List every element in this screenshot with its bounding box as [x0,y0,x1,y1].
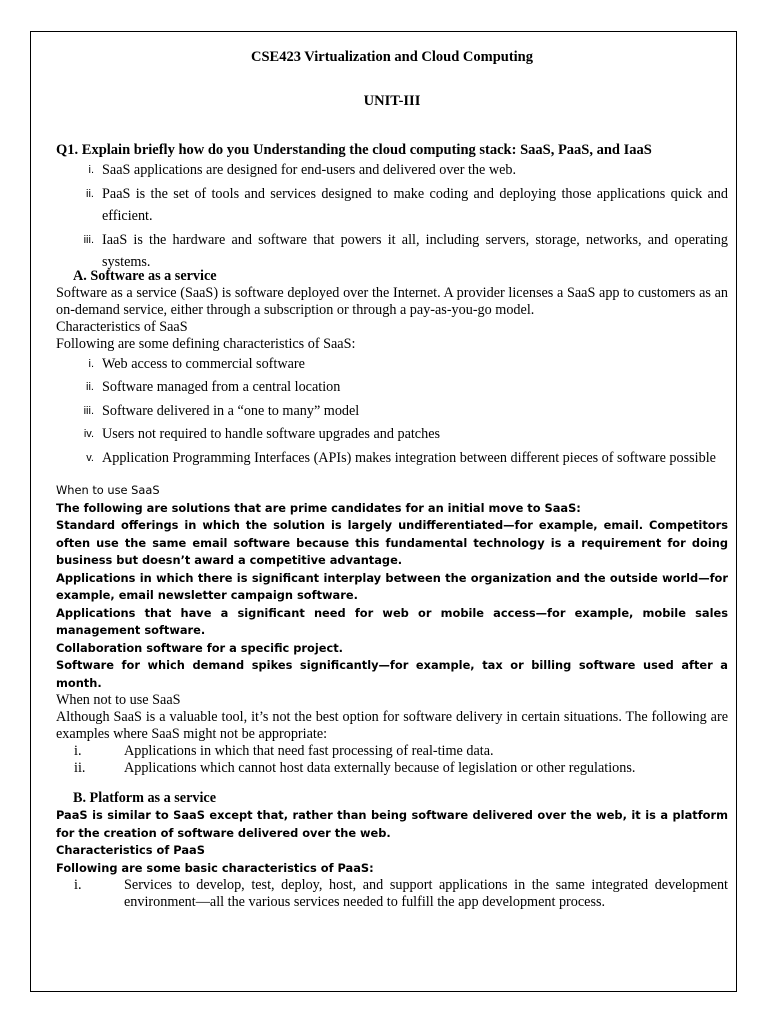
paas-intro: PaaS is similar to SaaS except that, rather than being software delivered over the web, it is a platform for the creation of software delivered over the web. [56,808,728,840]
list-number: ii. [74,760,86,776]
list-item [56,183,728,228]
list-text: PaaS is the set of tools and services designed to make coding and deploying those applications quick and efficient. [102,185,728,224]
list-number: i. [88,164,94,176]
when-to-use-line: Applications in which there is significant interplay between the organization and the outside world—for example, email newsletter campaign software. [56,570,728,602]
course-title: CSE423 Virtualization and Cloud Computing [250,49,533,65]
list-text: Applications which cannot host data externally because of legislation or other regulations. [124,760,636,776]
list-number: v. [86,451,94,464]
section-b-heading: B. Platform as a service [73,790,217,806]
list-number: i. [88,357,94,370]
list-text: Services to develop, test, deploy, host, and support applications in the same integrated development environment—all the various services needed to fulfill the app development process. [124,877,728,910]
when-not-list [56,743,728,777]
list-item [56,376,728,399]
list-item [56,760,728,777]
saas-characteristics-list [56,353,728,470]
list-text: Applications in which that need fast processing of real-time data. [124,743,494,759]
list-item [56,159,728,182]
saas-characteristics-intro: Following are some defining characteristics of SaaS: [56,335,356,352]
when-to-use-line: Software for which demand spikes significantly—for example, tax or billing software used after a month. [56,658,728,690]
when-to-use-line: Applications that have a significant need for web or mobile access—for example, mobile sales management software. [56,605,728,637]
list-text: Software delivered in a “one to many” model [102,402,360,419]
when-to-use-line: The following are solutions that are prime candidates for an initial move to SaaS: [56,500,581,515]
list-item [56,743,728,760]
list-number: ii. [86,381,94,393]
list-number: iii. [83,233,94,246]
when-to-use-saas-block [56,482,728,692]
list-item [56,877,728,911]
stack-list [56,159,728,273]
list-item [56,353,728,376]
list-item [56,400,728,423]
list-text: Application Programming Interfaces (APIs) makes integration between different pieces of software possible [102,449,716,466]
list-text: Software managed from a central location [102,379,341,395]
list-number: i. [74,877,82,893]
list-text: IaaS is the hardware and software that powers it all, including servers, storage, networks, and operating systems. [102,231,728,270]
list-text: Web access to commercial software [102,355,305,372]
paas-block [56,807,728,877]
list-item [56,447,728,470]
paas-characteristics-title: Characteristics of PaaS [56,843,205,857]
list-number: ii. [86,187,94,200]
document-content [56,48,728,911]
when-to-use-title: When to use SaaS [56,483,160,497]
when-to-use-line: Standard offerings in which the solution is largely undifferentiated—for example, email. Competitors often use the same email software because this fundamental technology is a requirement for doing business but doesn’t award a competitive advantage. [56,518,728,567]
saas-characteristics-title: Characteristics of SaaS [56,318,188,335]
list-number: iii. [83,404,94,417]
list-item [56,229,728,273]
when-not-title: When not to use SaaS [56,692,181,708]
paas-characteristics-list [56,877,728,911]
list-number: iv. [83,428,94,440]
paas-characteristics-intro: Following are some basic characteristics of PaaS: [56,860,374,875]
when-not-to-use-block [56,692,728,777]
list-text: SaaS applications are designed for end-users and delivered over the web. [102,162,517,178]
list-number: i. [74,743,82,759]
saas-intro: Software as a service (SaaS) is software deployed over the Internet. A provider licenses a SaaS app to customers as an on-demand service, either through a subscription or through a pay-as-you-go model. [56,284,728,318]
list-item [56,423,728,446]
question-heading: Q1. Explain briefly how do you Understanding the cloud computing stack: SaaS, PaaS, and IaaS [56,142,652,158]
when-to-use-line: Collaboration software for a specific project. [56,640,343,655]
section-a-heading: A. Software as a service [73,267,217,284]
unit-title: UNIT-III [363,93,421,109]
list-text: Users not required to handle software upgrades and patches [102,426,441,442]
when-not-intro: Although SaaS is a valuable tool, it’s not the best option for software delivery in certain situations. The following are examples where SaaS might not be appropriate: [56,709,728,742]
